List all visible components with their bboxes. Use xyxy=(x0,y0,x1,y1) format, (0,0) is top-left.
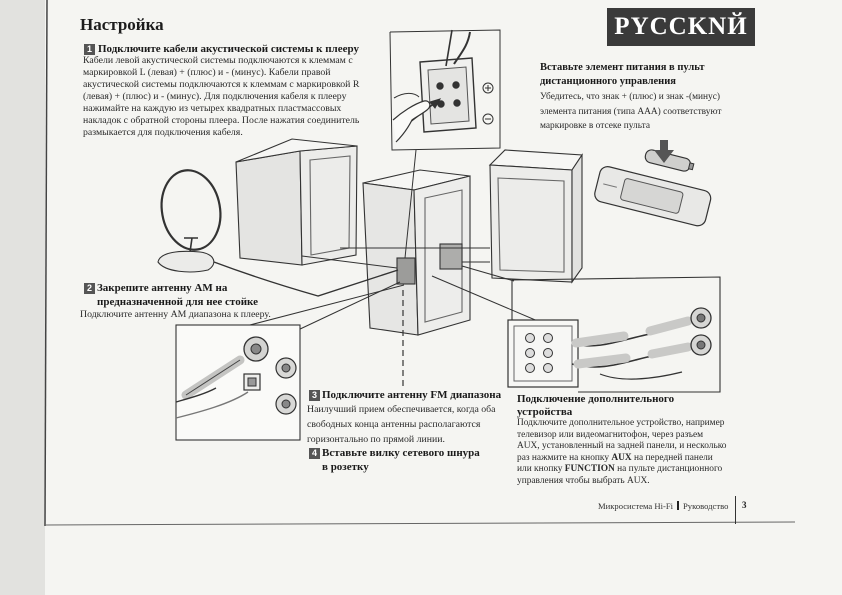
remote-control xyxy=(593,165,712,228)
jack-center xyxy=(282,400,290,408)
minus-terminal-icon xyxy=(483,114,493,124)
aux-text: на передней панели xyxy=(631,452,713,463)
left-speaker-front xyxy=(300,146,357,265)
terminal-hole xyxy=(437,83,443,89)
step-3-heading: Подключите антенну FM диапазона xyxy=(322,389,502,401)
hand-thumb xyxy=(394,93,419,98)
battery-heading: Вставьте элемент питания в пульт дистанционного управления xyxy=(540,62,705,87)
main-unit-connector xyxy=(397,258,415,284)
jack-center xyxy=(282,364,290,372)
aux-socket xyxy=(526,364,535,373)
step-3-number: 3 xyxy=(309,390,320,401)
am-jack-center xyxy=(251,344,261,354)
footer-caption xyxy=(598,501,728,511)
rca-plug xyxy=(652,347,688,354)
antenna-inset-frame xyxy=(176,325,300,440)
battery-body-text: Убедитесь, что знак + (плюс) и знак -(минус) элемента питания (типа ААА) соответствуют маркировке в отсеке пульта xyxy=(540,92,722,131)
aux-line xyxy=(517,464,727,476)
aux-line: AUX, установленный на задней панели, и несколько xyxy=(517,441,727,452)
right-speaker-front xyxy=(490,165,572,282)
fm-connector-inner xyxy=(248,378,256,386)
aux-line xyxy=(517,453,727,465)
antenna-jack-inset xyxy=(176,325,300,440)
language-banner: PYCCKNЙ xyxy=(607,8,755,46)
step-2-body: Подключите антенну AM диапазона к плееру. xyxy=(80,309,271,320)
step-4-number: 4 xyxy=(309,448,320,459)
aux-text: раз нажмите на кнопку xyxy=(517,452,612,463)
right-speaker-side xyxy=(572,155,582,282)
rca-plug xyxy=(578,358,626,364)
am-antenna-stand xyxy=(158,251,214,272)
aux-wire xyxy=(600,372,682,379)
aux-line: управления чтобы выбрать AUX. xyxy=(517,475,650,486)
terminal-hole xyxy=(454,100,460,106)
aux-text: или кнопку xyxy=(517,464,565,475)
function-button-name: FUNCTION xyxy=(564,464,615,475)
left-speaker xyxy=(236,139,357,265)
aux-inset xyxy=(508,277,720,392)
right-speaker xyxy=(490,150,582,282)
terminal-block-inner xyxy=(428,67,469,124)
left-speaker-side xyxy=(236,151,302,265)
aux-button-name: AUX xyxy=(611,452,632,463)
step-3-body: Наилучший прием обеспечивается, когда оба свободных конца антенны располагаются горизонтально по прямой линии. xyxy=(307,404,496,445)
aux-socket xyxy=(544,364,553,373)
aux-line: Подключите дополнительное устройство, например xyxy=(517,418,725,428)
aux-heading: Подключение дополнительного устройства xyxy=(517,393,675,418)
footer-separator xyxy=(677,501,679,510)
aux-socket xyxy=(526,334,535,343)
step-1-body: Кабели левой акустической системы подключаются к клеммам с маркировкой L (левая) + (плюс) и - (минус). Кабели правой акустической системы подключаются к клеммам с маркировкой R (левая) + (плюс) и - (минус). Для подключения кабеля к плееру нажимайте на каждую из четырех квадратных пластмассовых накладок с обратной стороны плеера. После нажатия соединитель размыкается для подключения кабеля. xyxy=(83,55,360,138)
footer-divider xyxy=(735,496,736,524)
aux-socket xyxy=(526,349,535,358)
step-2-heading: Закрепите антенну AM на предназначенной для нее стойке xyxy=(97,282,258,308)
step-4-heading: Вставьте вилку сетевого шнура в розетку xyxy=(322,447,480,473)
aux-body xyxy=(517,418,727,488)
page-border-left xyxy=(45,0,47,526)
aux-line: телевизор или видеомагнитофон, через разъем xyxy=(517,429,704,440)
plus-terminal-icon xyxy=(483,83,493,93)
am-antenna xyxy=(155,166,226,272)
footer-doc: Руководство xyxy=(683,501,729,511)
rca-plug xyxy=(650,321,688,331)
step-1-heading: Подключите кабели акустической системы к плееру xyxy=(98,43,359,55)
speaker-terminal-illustration xyxy=(390,30,500,150)
footer-product: Микросистема Hi-Fi xyxy=(598,501,673,511)
aux-text: на пульте дистанционного xyxy=(614,464,723,475)
page-number: 3 xyxy=(742,500,747,510)
aux-socket xyxy=(544,334,553,343)
device-jack-center xyxy=(697,341,705,349)
aux-panel xyxy=(508,320,578,387)
step-2-number: 2 xyxy=(84,283,95,294)
aux-socket xyxy=(544,349,553,358)
scan-shadow-left xyxy=(0,0,45,595)
device-jack-center xyxy=(697,314,705,322)
main-unit xyxy=(363,170,470,335)
battery-tip xyxy=(688,163,693,170)
step-1-number: 1 xyxy=(84,44,95,55)
page-title: Настройка xyxy=(80,15,164,34)
terminal-hole xyxy=(453,82,459,88)
page-border-bottom xyxy=(45,522,795,525)
